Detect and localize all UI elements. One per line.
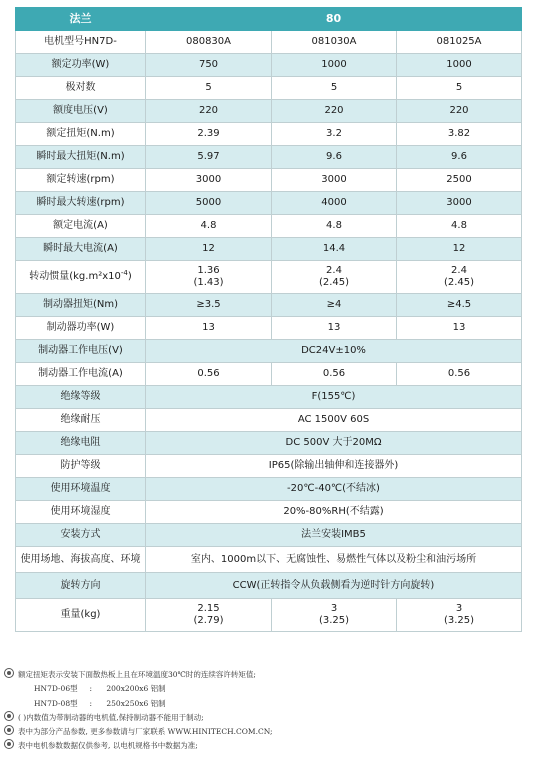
footnote-1a: HN7D-06型 : 200x200x6 铝制: [34, 684, 166, 694]
row-value-2: 9.6: [272, 146, 397, 169]
table-row: [16, 123, 522, 146]
row-value-span: CCW(正转指令从负载侧看为逆时针方向旋转): [146, 573, 522, 599]
spec-table-container: [15, 7, 521, 632]
table-row: [16, 294, 522, 317]
row-label: 安装方式: [16, 524, 146, 547]
header-label: 法兰: [16, 8, 146, 31]
row-value-1: 750: [146, 54, 272, 77]
footnotes: [4, 668, 544, 754]
row-value-3: 2500: [397, 169, 522, 192]
table-row: [16, 363, 522, 386]
footnote-1b: HN7D-08型 : 250x250x6 铝制: [34, 698, 166, 708]
row-value-span: AC 1500V 60S: [146, 409, 522, 432]
row-value-3: ≥4.5: [397, 294, 522, 317]
table-row: [16, 31, 522, 54]
row-label: 绝缘耐压: [16, 409, 146, 432]
table-row: [16, 501, 522, 524]
table-row: [16, 261, 522, 294]
row-value-2: 2.4 (2.45): [272, 261, 397, 294]
table-row: [16, 169, 522, 192]
table-row: [16, 478, 522, 501]
row-value-3: 081025A: [397, 31, 522, 54]
footnote-4: 表中电机参数数据仅供参考, 以电机规格书中数据为准;: [4, 739, 544, 753]
row-value-span: DC 500V 大于20MΩ: [146, 432, 522, 455]
row-value-3: 3.82: [397, 123, 522, 146]
row-value-3: 1000: [397, 54, 522, 77]
table-row: [16, 192, 522, 215]
row-value-1: 4.8: [146, 215, 272, 238]
row-label: 绝缘电阻: [16, 432, 146, 455]
table-row: [16, 386, 522, 409]
row-label: 使用环境湿度: [16, 501, 146, 524]
row-label: 转动惯量$(kg.m^2x10^{-4})$: [16, 261, 146, 294]
row-value-3: 9.6: [397, 146, 522, 169]
row-label: 极对数: [16, 77, 146, 100]
bullet-icon: [4, 711, 14, 721]
table-row: [16, 573, 522, 599]
table-row: [16, 340, 522, 363]
footnote-2: ( )内数值为带制动器的电机值,保持制动器不能用于制动;: [4, 711, 544, 725]
row-value-1: 2.39: [146, 123, 272, 146]
header-value: 80: [146, 8, 522, 31]
row-label: 制动器工作电流(A): [16, 363, 146, 386]
table-row: [16, 455, 522, 478]
row-value-1: 5: [146, 77, 272, 100]
row-label: 额定转速(rpm): [16, 169, 146, 192]
row-value-2: 1000: [272, 54, 397, 77]
table-row: [16, 146, 522, 169]
row-value-2: 5: [272, 77, 397, 100]
footnote-3: 表中为部分产品参数, 更多参数请与厂家联系 WWW.HINITECH.COM.CN;: [4, 725, 544, 739]
table-row: [16, 77, 522, 100]
row-value-3: 3000: [397, 192, 522, 215]
row-value-span: 法兰安装IMB5: [146, 524, 522, 547]
row-value-3: 5: [397, 77, 522, 100]
bullet-icon: [4, 668, 14, 678]
table-row: [16, 409, 522, 432]
row-value-1: 1.36 (1.43): [146, 261, 272, 294]
row-value-2: 3000: [272, 169, 397, 192]
row-label: 瞬时最大电流(A): [16, 238, 146, 261]
row-value-1: 3000: [146, 169, 272, 192]
table-row: [16, 238, 522, 261]
row-value-2: 4.8: [272, 215, 397, 238]
table-row: [16, 599, 522, 632]
row-value-2: ≥4: [272, 294, 397, 317]
row-value-span: F(155℃): [146, 386, 522, 409]
table-row: [16, 547, 522, 573]
table-row: [16, 100, 522, 123]
row-value-1: 0.56: [146, 363, 272, 386]
row-value-2: 081030A: [272, 31, 397, 54]
row-value-2: 13: [272, 317, 397, 340]
row-value-1: 220: [146, 100, 272, 123]
row-value-span: 20%-80%RH(不结露): [146, 501, 522, 524]
row-label: 重量(kg): [16, 599, 146, 632]
row-label: 制动器扭矩(Nm): [16, 294, 146, 317]
row-value-3: 2.4 (2.45): [397, 261, 522, 294]
row-value-1: 2.15 (2.79): [146, 599, 272, 632]
table-row: [16, 432, 522, 455]
table-row: [16, 54, 522, 77]
row-value-span: IP65(除输出轴伸和连接器外): [146, 455, 522, 478]
row-value-1: 12: [146, 238, 272, 261]
row-label: 使用环境温度: [16, 478, 146, 501]
row-label: 额度电压(V): [16, 100, 146, 123]
row-label: 额定扭矩(N.m): [16, 123, 146, 146]
row-label: 瞬时最大扭矩(N.m): [16, 146, 146, 169]
row-value-1: 5000: [146, 192, 272, 215]
spec-table: [15, 7, 522, 632]
row-label: 额定功率(W): [16, 54, 146, 77]
table-row: [16, 317, 522, 340]
table-row: [16, 524, 522, 547]
row-value-2: 14.4: [272, 238, 397, 261]
row-value-1: 080830A: [146, 31, 272, 54]
row-value-2: 0.56: [272, 363, 397, 386]
row-value-3: 0.56: [397, 363, 522, 386]
row-label: 制动器工作电压(V): [16, 340, 146, 363]
bullet-icon: [4, 725, 14, 735]
row-value-span: DC24V±10%: [146, 340, 522, 363]
bullet-icon: [4, 739, 14, 749]
row-label: 额定电流(A): [16, 215, 146, 238]
row-value-3: 220: [397, 100, 522, 123]
row-value-3: 12: [397, 238, 522, 261]
row-label: 电机型号HN7D-: [16, 31, 146, 54]
row-value-2: 220: [272, 100, 397, 123]
row-value-span: -20℃-40℃(不结冰): [146, 478, 522, 501]
table-row: [16, 215, 522, 238]
row-value-1: ≥3.5: [146, 294, 272, 317]
row-value-1: 13: [146, 317, 272, 340]
row-value-span: 室内、1000m以下、无腐蚀性、易燃性气体以及粉尘和油污场所: [146, 547, 522, 573]
row-value-3: 4.8: [397, 215, 522, 238]
row-value-1: 5.97: [146, 146, 272, 169]
row-label: 绝缘等级: [16, 386, 146, 409]
row-value-2: 3.2: [272, 123, 397, 146]
row-value-3: 13: [397, 317, 522, 340]
row-label: 瞬时最大转速(rpm): [16, 192, 146, 215]
table-header-row: [16, 8, 522, 31]
footnote-1: 额定扭矩表示安装下面散热板上且在环境温度30℃时的连续容许转矩值;: [4, 668, 544, 682]
row-label: 制动器功率(W): [16, 317, 146, 340]
row-value-2: 3 (3.25): [272, 599, 397, 632]
row-label: 防护等级: [16, 455, 146, 478]
row-value-2: 4000: [272, 192, 397, 215]
row-label: 使用场地、海拔高度、环境: [16, 547, 146, 573]
row-value-3: 3 (3.25): [397, 599, 522, 632]
row-label: 旋转方向: [16, 573, 146, 599]
